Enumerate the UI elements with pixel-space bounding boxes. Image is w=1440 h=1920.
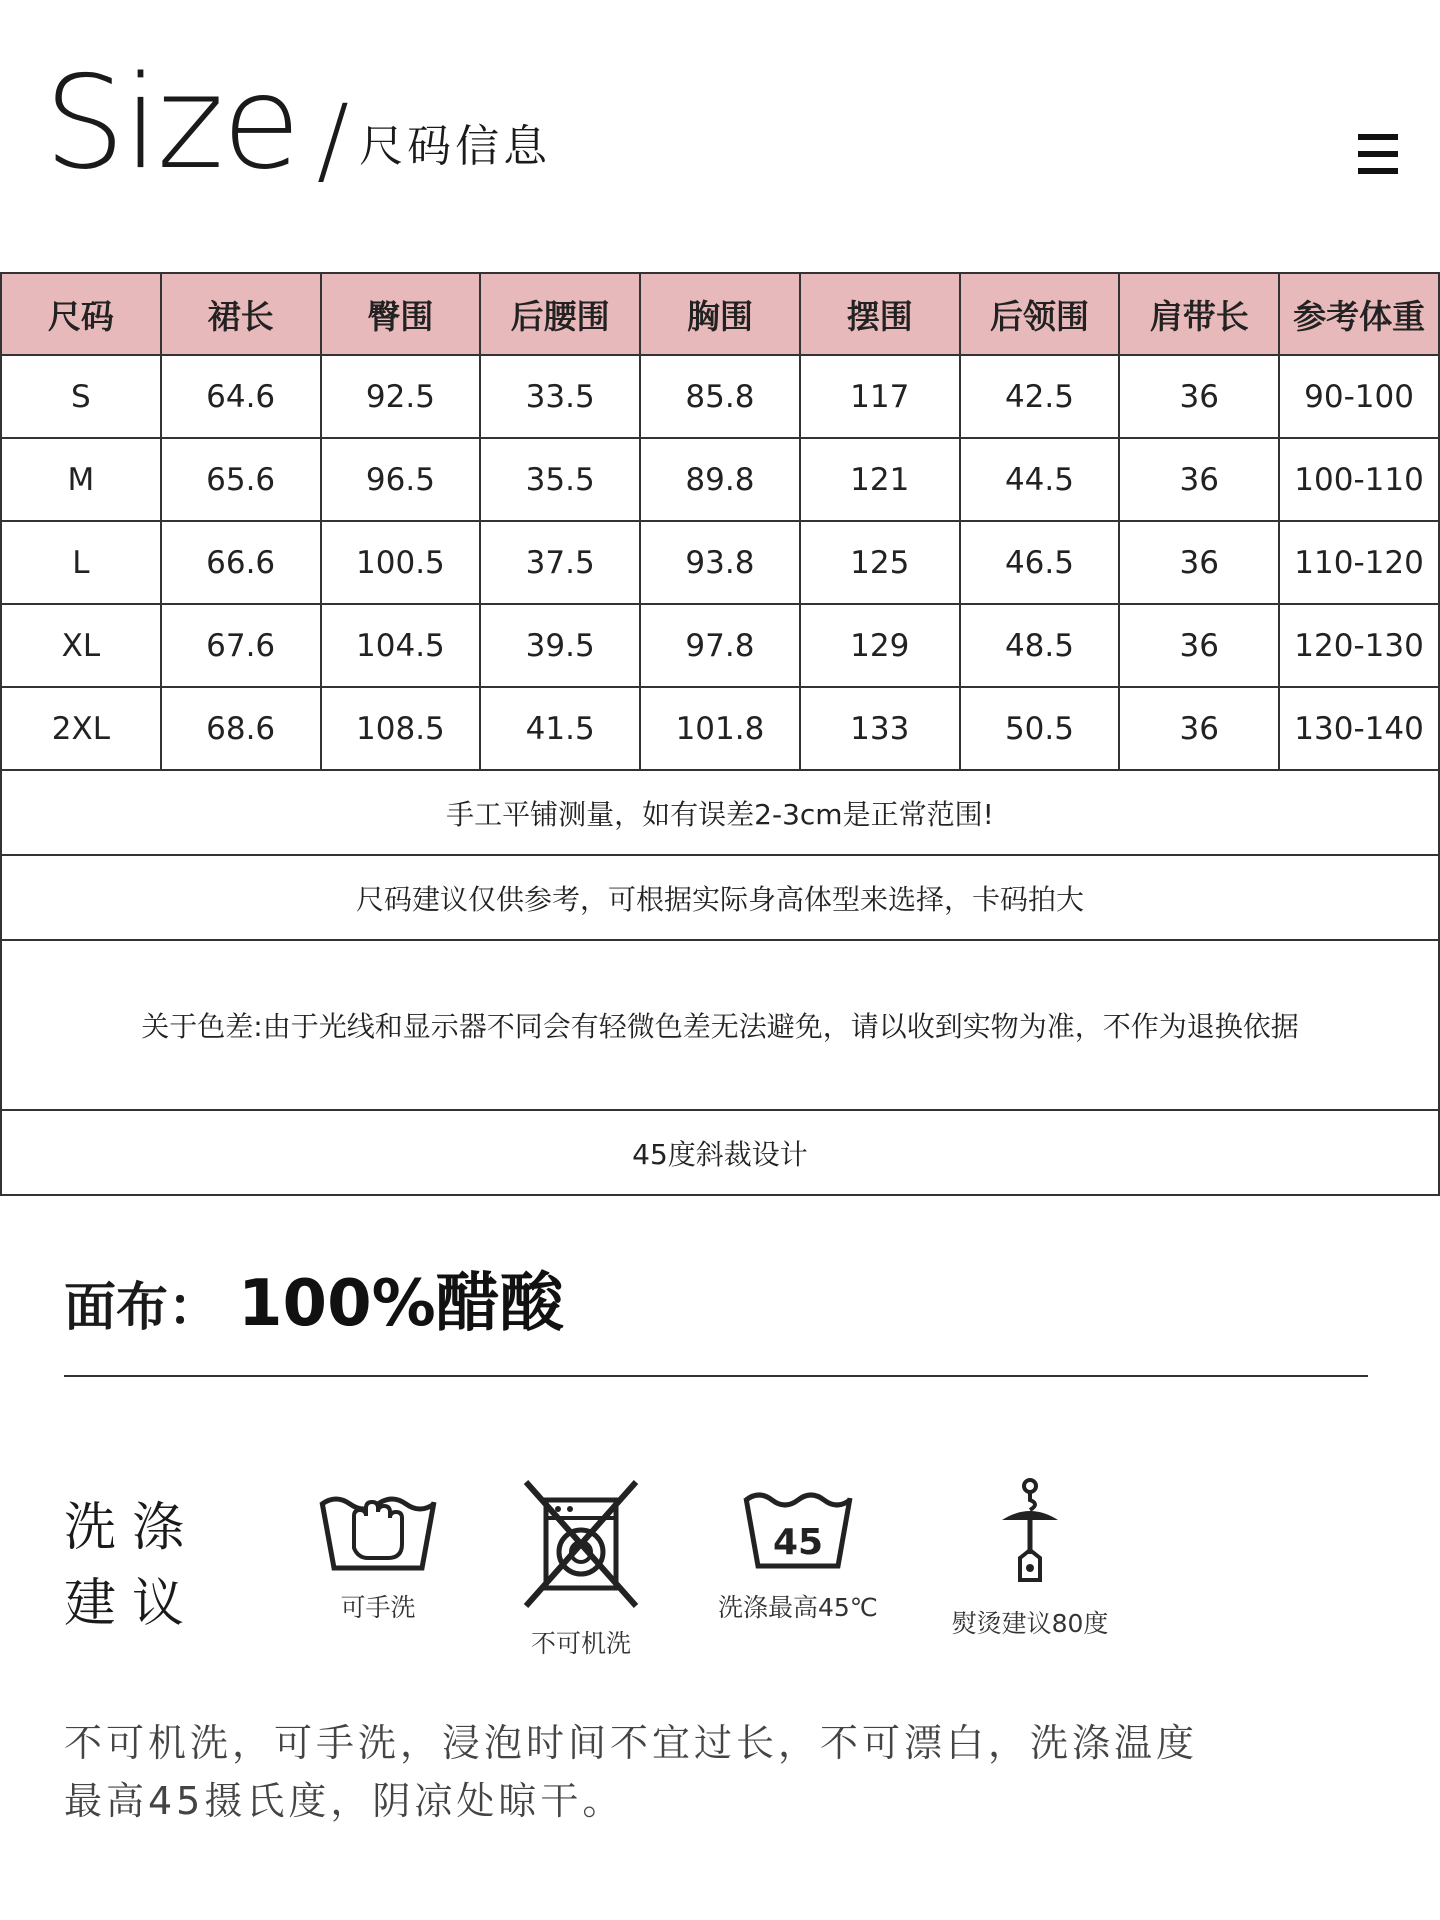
header-size: 尺码	[1, 273, 161, 355]
care-item-hand-wash	[316, 1478, 440, 1624]
care-label: 可手洗	[340, 1593, 416, 1622]
table-cell: 68.6	[161, 687, 321, 770]
note-row	[1, 1110, 1439, 1195]
divider	[64, 1375, 1368, 1377]
table-cell: 36	[1119, 604, 1279, 687]
table-cell: 35.5	[480, 438, 640, 521]
care-item-steam-iron	[950, 1478, 1110, 1640]
hand-wash-icon	[316, 1478, 440, 1574]
title-size-cn: 尺码信息	[359, 121, 552, 172]
page-title	[44, 49, 552, 198]
care-item-wash-45	[718, 1478, 878, 1624]
table-cell: 117	[800, 355, 960, 438]
table-cell: 120-130	[1279, 604, 1439, 687]
table-cell: 33.5	[480, 355, 640, 438]
table-cell: 50.5	[960, 687, 1120, 770]
table-cell: 2XL	[1, 687, 161, 770]
table-cell: 67.6	[161, 604, 321, 687]
table-cell: 101.8	[640, 687, 800, 770]
table-cell: L	[1, 521, 161, 604]
title-size-en: Size	[44, 49, 299, 198]
table-cell: 100.5	[321, 521, 481, 604]
steam-iron-icon	[950, 1478, 1110, 1590]
table-cell: 133	[800, 687, 960, 770]
table-cell: 85.8	[640, 355, 800, 438]
table-cell: 93.8	[640, 521, 800, 604]
wash-45-icon	[722, 1478, 874, 1574]
note-row	[1, 855, 1439, 940]
table-cell: 41.5	[480, 687, 640, 770]
table-cell: 110-120	[1279, 521, 1439, 604]
table-cell: 130-140	[1279, 687, 1439, 770]
color-diff-note: 关于色差:由于光线和显示器不同会有轻微色差无法避免，请以收到实物为准，不作为退换依据	[1, 940, 1439, 1110]
table-cell: 46.5	[960, 521, 1120, 604]
table-row	[1, 355, 1439, 438]
title-slash: /	[316, 84, 350, 196]
table-cell: 125	[800, 521, 960, 604]
table-cell: 36	[1119, 687, 1279, 770]
table-cell: 65.6	[161, 438, 321, 521]
table-row	[1, 687, 1439, 770]
table-cell: 36	[1119, 438, 1279, 521]
table-cell: 66.6	[161, 521, 321, 604]
care-label: 不可机洗	[530, 1629, 631, 1658]
table-cell: 64.6	[161, 355, 321, 438]
table-cell: 42.5	[960, 355, 1120, 438]
wash-temp-value: 45	[772, 1522, 823, 1563]
table-cell: 96.5	[321, 438, 481, 521]
wash-description: 不可机洗，可手洗，浸泡时间不宜过长，不可漂白，洗涤温度最高45摄氏度，阴凉处晾干。	[64, 1721, 1199, 1823]
size-table	[0, 272, 1440, 1196]
table-cell: 39.5	[480, 604, 640, 687]
header-strap-length: 肩带长	[1119, 273, 1279, 355]
size-advice-note: 尺码建议仅供参考，可根据实际身高体型来选择，卡码拍大	[1, 855, 1439, 940]
table-cell: 90-100	[1279, 355, 1439, 438]
measure-note: 手工平铺测量，如有误差2-3cm是正常范围!	[1, 770, 1439, 855]
table-cell: M	[1, 438, 161, 521]
table-cell: 108.5	[321, 687, 481, 770]
bias-cut-note: 45度斜裁设计	[1, 1110, 1439, 1195]
header-skirt-length: 裙长	[161, 273, 321, 355]
header-ref-weight: 参考体重	[1279, 273, 1439, 355]
table-cell: 100-110	[1279, 438, 1439, 521]
table-cell: 36	[1119, 521, 1279, 604]
table-cell: 92.5	[321, 355, 481, 438]
table-cell: S	[1, 355, 161, 438]
table-row	[1, 438, 1439, 521]
table-cell: 121	[800, 438, 960, 521]
header-bust: 胸围	[640, 273, 800, 355]
fabric-value: 100%醋酸	[238, 1267, 564, 1341]
table-cell: 36	[1119, 355, 1279, 438]
note-row	[1, 940, 1439, 1110]
care-label: 洗涤最高45℃	[718, 1593, 878, 1622]
wash-title: 洗涤 建议	[64, 1498, 201, 1634]
table-cell: 48.5	[960, 604, 1120, 687]
header-hem: 摆围	[800, 273, 960, 355]
care-item-no-machine-wash	[522, 1478, 640, 1660]
table-row	[1, 604, 1439, 687]
no-machine-wash-icon	[522, 1478, 640, 1610]
fabric-label: 面布：	[64, 1278, 221, 1338]
table-cell: 44.5	[960, 438, 1120, 521]
fabric-info	[64, 1252, 564, 1344]
table-cell: 129	[800, 604, 960, 687]
header-hip: 臀围	[321, 273, 481, 355]
table-cell: 89.8	[640, 438, 800, 521]
table-header-row	[1, 273, 1439, 355]
care-label: 熨烫建议80度	[951, 1609, 1109, 1638]
table-row	[1, 521, 1439, 604]
table-cell: 97.8	[640, 604, 800, 687]
table-cell: 104.5	[321, 604, 481, 687]
note-row	[1, 770, 1439, 855]
table-cell: XL	[1, 604, 161, 687]
menu-icon[interactable]	[1358, 134, 1398, 174]
table-cell: 37.5	[480, 521, 640, 604]
header-back-neck: 后领围	[960, 273, 1120, 355]
header-back-waist: 后腰围	[480, 273, 640, 355]
